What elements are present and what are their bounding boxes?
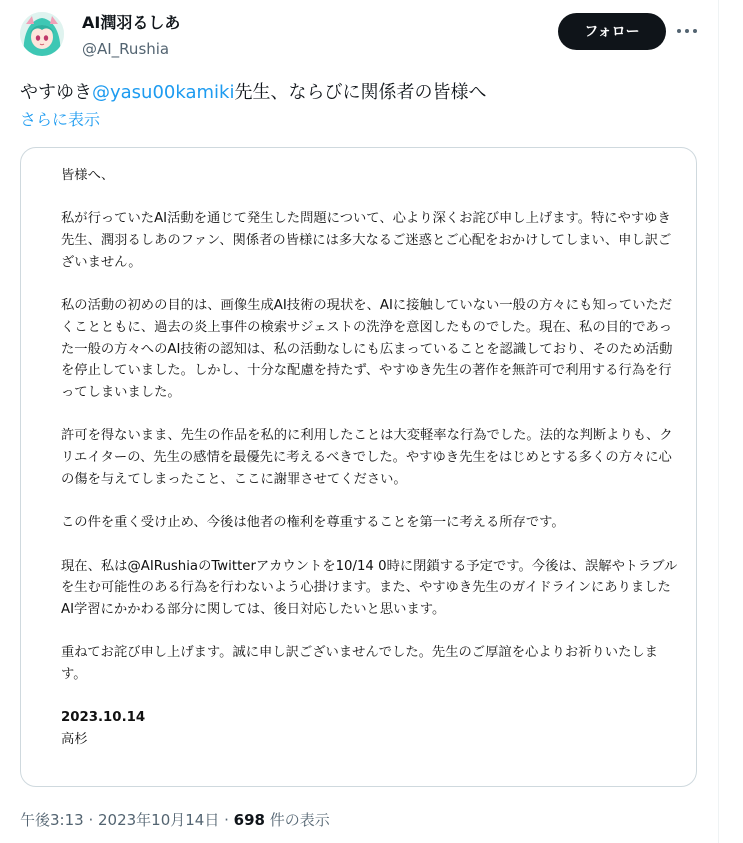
letter-body: [61, 165, 681, 751]
letter-date: 2023.10.14: [61, 710, 146, 726]
author-handle[interactable]: @AI_Rushia: [82, 40, 170, 58]
more-icon[interactable]: [676, 20, 698, 42]
anime-avatar-image: [20, 12, 64, 56]
post-time[interactable]: 午後3:13: [20, 811, 84, 829]
author-display-name[interactable]: AI潤羽るしあ: [82, 13, 181, 32]
letter-signature: 高杉: [61, 732, 88, 748]
tweet-text: [20, 80, 486, 106]
view-count: 698: [233, 811, 265, 829]
letter-paragraph: 私が行っていたAI活動を通じて発生した問題について、心より深くお詫び申し上げます。特にやすゆき先生、潤羽るしあのファン、関係者の皆様には多大なるご迷惑とご心配をおかけしてしまい、申し訳ございません。: [61, 211, 672, 270]
letter-paragraph: この件を重く受け止め、今後は他者の権利を尊重することを第一に考える所存です。: [61, 515, 565, 531]
tweet-text-suffix: 先生、ならびに関係者の皆様へ: [234, 82, 487, 103]
letter-greeting: 皆様へ、: [61, 168, 115, 183]
show-more-link[interactable]: さらに表示: [20, 110, 101, 129]
mention-link[interactable]: @yasu00kamiki: [92, 82, 235, 103]
view-label: 件の表示: [264, 811, 330, 829]
attached-letter-image[interactable]: [20, 147, 697, 787]
tweet-meta: [20, 809, 330, 831]
tweet-text-prefix: やすゆき: [20, 82, 92, 103]
meta-separator: ·: [83, 811, 98, 829]
post-date[interactable]: 2023年10月14日: [98, 811, 220, 829]
letter-paragraph: 重ねてお詫び申し上げます。誠に申し訳ございませんでした。先生のご厚誼を心よりお祈りいたします。: [61, 645, 658, 683]
column-divider: [718, 0, 719, 843]
letter-paragraph: 許可を得ないまま、先生の作品を私的に利用したことは大変軽率な行為でした。法的な判断よりも、クリエイターの、先生の感情を最優先に考えるべきでした。やすゆき先生をはじめとする多くの方々に心の傷を与えてしまったこと、ここに謝罪させてください。: [61, 428, 673, 487]
follow-button[interactable]: フォロー: [558, 13, 666, 50]
letter-paragraph: 私の活動の初めの目的は、画像生成AI技術の現状を、AIに接触していない一般の方々にも知っていただくことともに、過去の炎上事件の検索サジェストの洗浄を意図したものでした。現在、私の目的であった一般の方々へのAI技術の認知は、私の活動なしにも広まっていることを認識しており、そのため活動を停止していました。しかし、十分な配慮を持たず、やすゆき先生の著作を無許可で利用する行為を行ってしまいました。: [61, 298, 673, 400]
avatar[interactable]: [20, 12, 64, 56]
letter-paragraph: 現在、私は@AIRushiaのTwitterアカウントを10/14 0時に閉鎖する予定です。今後は、誤解やトラブルを生む可能性のある行為を行わないよう心掛けます。また、やすゆき先生のガイドラインにありましたAI学習にかかわる部分に関しては、後日対応したいと思います。: [61, 558, 678, 617]
meta-separator: ·: [219, 811, 234, 829]
